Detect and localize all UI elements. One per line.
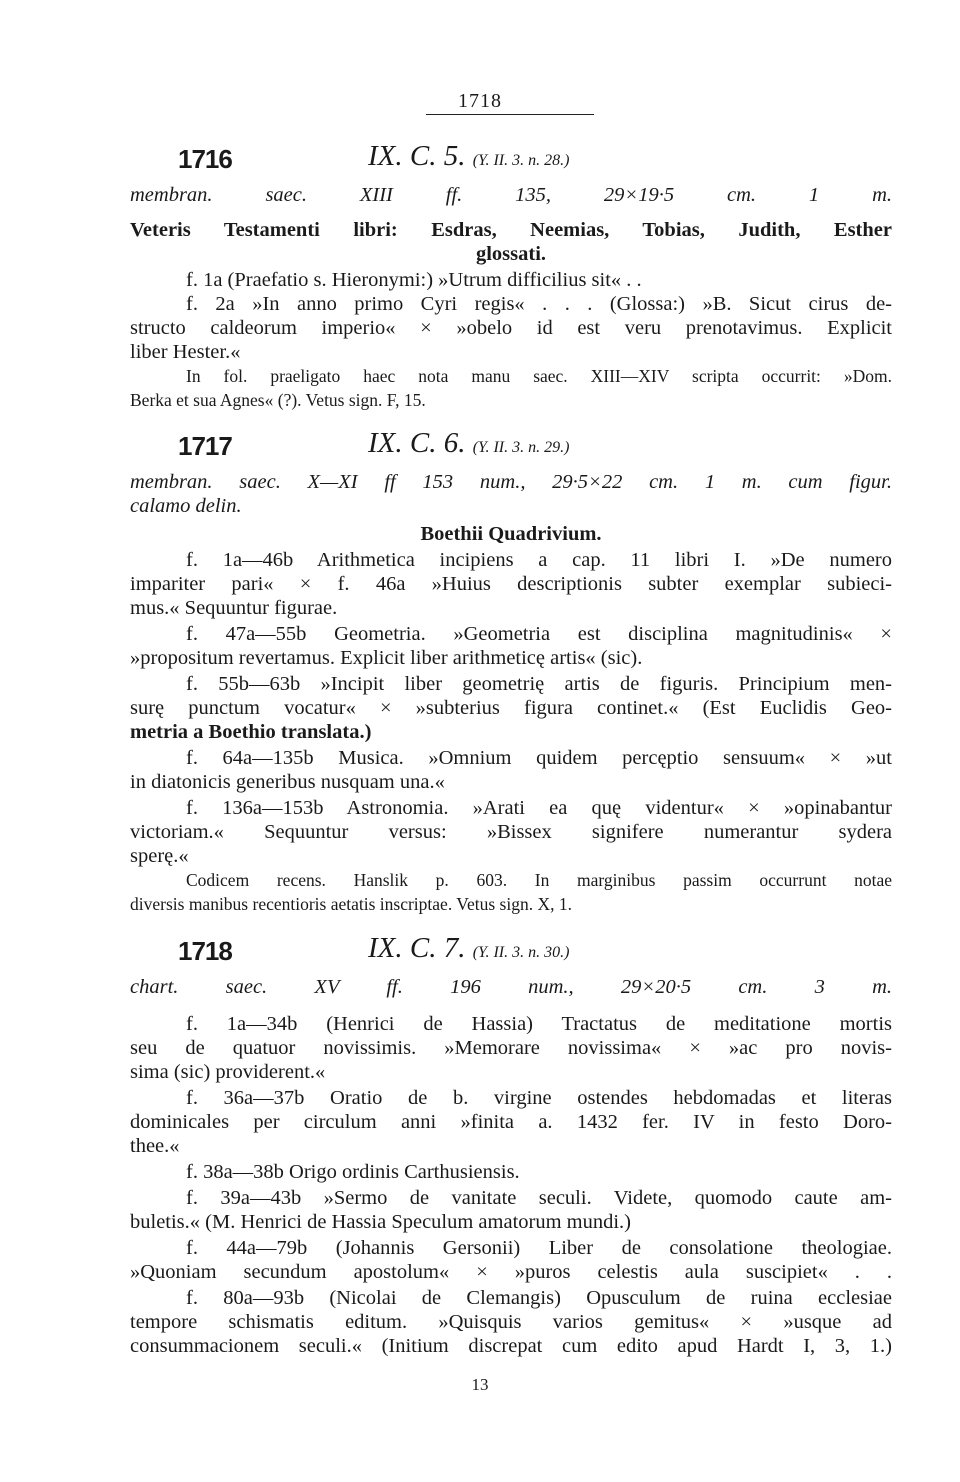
content-line: f. 38a—38b Origo ordinis Carthusiensis. bbox=[186, 1161, 520, 1183]
content-line: f. 44a—79b (Johannis Gersonii) Liber de consolatione theologiae. bbox=[186, 1237, 892, 1259]
content-line: metria a Boethio translata.) bbox=[130, 721, 372, 743]
content-line: thee.« bbox=[130, 1135, 180, 1157]
old-signature: (Y. II. 3. n. 28.) bbox=[472, 152, 570, 169]
note-line: Codicem recens. Hanslik p. 603. In marginibus passim occurrunt notae bbox=[186, 870, 892, 890]
content-line: f. 1a—34b (Henrici de Hassia) Tractatus de meditatione mortis bbox=[186, 1013, 892, 1035]
content-line: sima (sic) providerent.« bbox=[130, 1061, 326, 1083]
entry-number: 1717 bbox=[178, 431, 232, 461]
content-line: consummacionem seculi.« (Initium discrepat cum edito apud Hardt I, 3, 1.) bbox=[130, 1335, 892, 1357]
entry-title: glossati. bbox=[475, 243, 547, 265]
content-line: victoriam.« Sequuntur versus: »Bissex signifere numerantur sydera bbox=[130, 821, 892, 843]
shelf-signature: IX. C. 6. (Y. II. 3. n. 29.) bbox=[368, 427, 570, 459]
entry-number: 1716 bbox=[178, 144, 232, 174]
codex-description: calamo delin. bbox=[130, 495, 242, 517]
content-line: f. 64a—135b Musica. »Omnium quidem percęptio sensuum« × »ut bbox=[186, 747, 892, 769]
content-line: »Quoniam secundum apostolum« × »puros celestis aula suscipiet« . . bbox=[130, 1261, 892, 1283]
entry-title: Veteris Testamenti libri: Esdras, Neemias, Tobias, Judith, Esther bbox=[130, 219, 892, 241]
content-line: liber Hester.« bbox=[130, 341, 241, 363]
page-number: 13 bbox=[471, 1375, 489, 1394]
content-line: sperę.« bbox=[130, 845, 189, 867]
note-line: Berka et sua Agnes« (?). Vetus sign. F, 15. bbox=[130, 390, 426, 410]
note-line: In fol. praeligato haec nota manu saec. XIII—XIV scripta occurrit: »Dom. bbox=[186, 366, 892, 386]
content-line: structo caldeorum imperio« × »obelo id est veru prenotavimus. Explicit bbox=[130, 317, 892, 339]
running-head: 1718 bbox=[458, 90, 502, 112]
entry-title: Boethii Quadrivium. bbox=[420, 523, 602, 545]
old-signature: (Y. II. 3. n. 30.) bbox=[472, 944, 570, 961]
codex-description: chart. saec. XV ff. 196 num., 29×20·5 cm. 3 m. bbox=[130, 976, 892, 998]
content-line: dominicales per circulum anni »finita a. 1432 fer. IV in festo Doro- bbox=[130, 1111, 892, 1133]
content-line: f. 39a—43b »Sermo de vanitate seculi. Videte, quomodo caute am- bbox=[186, 1187, 892, 1209]
content-line: buletis.« (M. Henrici de Hassia Speculum amatorum mundi.) bbox=[130, 1211, 632, 1233]
codex-description: membran. saec. X—XI ff 153 num., 29·5×22 cm. 1 m. cum figur. bbox=[130, 471, 892, 493]
content-line: f. 80a—93b (Nicolai de Clemangis) Opusculum de ruina ecclesiae bbox=[186, 1287, 892, 1309]
content-line: »propositum revertamus. Explicit liber arithmeticę artis« (sic). bbox=[130, 647, 643, 669]
content-line: surę punctum vocatur« × »subterius figura continet.« (Est Euclidis Geo- bbox=[130, 697, 892, 719]
content-line: in diatonicis generibus nusquam una.« bbox=[130, 771, 445, 793]
running-head-rule bbox=[426, 114, 594, 115]
codex-description: membran. saec. XIII ff. 135, 29×19·5 cm. 1 m. bbox=[130, 184, 892, 206]
note-line: diversis manibus recentioris aetatis inscriptae. Vetus sign. X, 1. bbox=[130, 894, 572, 914]
content-line: impariter pari« × f. 46a »Huius descriptionis subter exemplar subieci- bbox=[130, 573, 892, 595]
shelf-signature: IX. C. 5. (Y. II. 3. n. 28.) bbox=[368, 140, 570, 172]
content-line: f. 2a »In anno primo Cyri regis« . . . (Glossa:) »B. Sicut cirus de- bbox=[186, 293, 892, 315]
content-line: seu de quatuor novissimis. »Memorare novissima« × »ac pro novis- bbox=[130, 1037, 892, 1059]
content-line: f. 1a (Praefatio s. Hieronymi:) »Utrum difficilius sit« . . bbox=[186, 269, 642, 291]
content-line: f. 136a—153b Astronomia. »Arati ea quę videntur« × »opinabantur bbox=[186, 797, 892, 819]
content-line: tempore schismatis editum. »Quisquis varios gemitus« × »usque ad bbox=[130, 1311, 892, 1333]
content-line: f. 55b—63b »Incipit liber geometrię artis de figuris. Principium men- bbox=[186, 673, 892, 695]
old-signature: (Y. II. 3. n. 29.) bbox=[472, 439, 570, 456]
content-line: f. 36a—37b Oratio de b. virgine ostendes hebdomadas et literas bbox=[186, 1087, 892, 1109]
entry-number: 1718 bbox=[178, 936, 232, 966]
content-line: f. 47a—55b Geometria. »Geometria est disciplina magnitudinis« × bbox=[186, 623, 892, 645]
shelf-signature: IX. C. 7. (Y. II. 3. n. 30.) bbox=[368, 932, 570, 964]
content-line: mus.« Sequuntur figurae. bbox=[130, 597, 338, 619]
content-line: f. 1a—46b Arithmetica incipiens a cap. 11 libri I. »De numero bbox=[186, 549, 892, 571]
